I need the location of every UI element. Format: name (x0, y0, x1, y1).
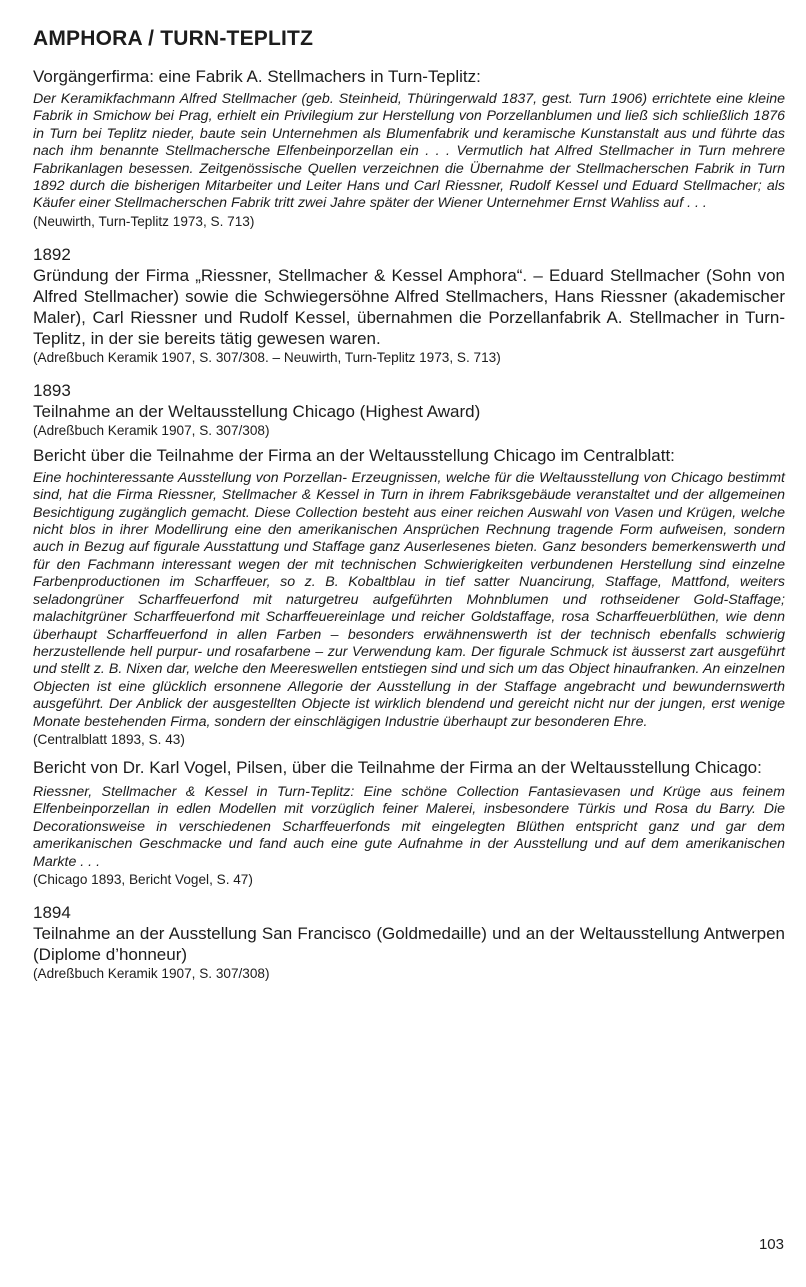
report-vogel-source: (Chicago 1893, Bericht Vogel, S. 47) (33, 871, 253, 887)
intro-source: (Neuwirth, Turn-Teplitz 1973, S. 713) (33, 213, 255, 229)
entry-1892 (33, 244, 785, 366)
page-content (33, 26, 785, 996)
entry-1893 (33, 380, 785, 888)
entry-text: Gründung der Firma „Riessner, Stellmacher & Kessel Amphora“. – Eduard Stellmacher (Sohn von Alfred Stellmacher) sowie die Schwiegersöhne Alfred Stellmachers, Hans Riessner (akademischer Maler), Carl Riessner und Rudolf Kessel, übernahmen die Porzellanfabrik A. Stellmacher in Turn-Teplitz, in der sie bereits tätig gewesen waren. (33, 265, 785, 348)
report-centralblatt-quote: Eine hochinteressante Ausstellung von Porzellan- Erzeugnissen, welche für die Weltausstellung von Chicago bestimmt sind, hat die Firma Riessner, Stellmacher & Kessel in Turn in ihrem Fabriksgebäude veranstaltet und der allgemeinen Besichtigung zugänglich gemacht. Diese Collection besteht aus einer reichen Auswahl von Vasen und Krügen, welche nicht blos in ihrer Modellirung eine den amerikanischen Ansprüchen Rechnung tragende Form aufweisen, sondern auch in Bezug auf figurale Ausstattung und Staffage ganz Auserlesenes bieten. Ganz besonders bemerkenswerth und für den Fachmann interessant wegen der mit technischen Schwierigkeiten verbundenen Herstellung sind einzelne Farbenproductionen im Scharffeuer, so z. B. Kobaltblau in tief satter Nuancirung, Staffage, Mattfond, weiters seladongrüner Scharffeuerfond mit naturgetreu aufgeführten Mohnblumen und rothseidener Gold-Staffage; malachitgrüner Scharffeuerfond mit Scharffeuereinlage und reicher Goldstaffage, rosa Scharffeuerblüthen, wie denn überhaupt Scharffeuerfond in allen Farben – besonders erwähnenswerth ist der technisch ebenfalls schwierig herzustellende hell purpur- und rosafarbene – zur Verwendung kam. Der figurale Schmuck ist äusserst zart ausgeführt und stellt z. B. Nixen dar, welche den Meereswellen entstiegen sind und sich um das Object hinaufranken. An einzelnen Objecten ist eine glücklich ersonnene Allegorie der Ausstellung in der Staffage angebracht und bewundernswerth ausgeführt. Der Anblick der ausgestellten Objecte ist wirklich blendend und gereicht nicht nur der jungen, erst wenige Monate bestehenden Firma, sondern der einschlägigen Industrie überhaupt zur besonderen Ehre. (33, 469, 785, 730)
report-centralblatt-source: (Centralblatt 1893, S. 43) (33, 731, 185, 747)
report-centralblatt-lead: Bericht über die Teilnahme der Firma an der Weltausstellung Chicago im Centralblatt: (33, 445, 675, 465)
page-title: AMPHORA / TURN-TEPLITZ (33, 27, 314, 50)
entry-text: Teilnahme an der Weltausstellung Chicago (Highest Award) (33, 401, 481, 421)
intro-section (33, 66, 785, 230)
entry-text: Teilnahme an der Ausstellung San Francisco (Goldmedaille) und an der Weltausstellung Antwerpen (Diplome d’honneur) (33, 923, 785, 964)
report-vogel-quote: Riessner, Stellmacher & Kessel in Turn-Teplitz: Eine schöne Collection Fantasievasen und Krüge aus feinem Elfenbeinporzellan in edlen Modellen mit vorzüglich feiner Malerei, insbesondere Türkis und Rosa du Barry. Die Decorationsweise in verschiedenen Scharffeuerfonds mit eingelegten Blüthen entspricht ganz und gar dem amerikanischen Geschmacke und fand auch eine gute Aufnahme in der Ausstellung und auf dem amerikanischen Markte . . . (33, 783, 785, 870)
page-number: 103 (758, 1236, 784, 1253)
entry-1894 (33, 902, 785, 982)
year-heading: 1894 (33, 902, 71, 922)
entry-source: (Adreßbuch Keramik 1907, S. 307/308) (33, 965, 270, 981)
entry-source: (Adreßbuch Keramik 1907, S. 307/308) (33, 422, 270, 438)
entry-source: (Adreßbuch Keramik 1907, S. 307/308. – Neuwirth, Turn-Teplitz 1973, S. 713) (33, 349, 501, 365)
year-heading: 1892 (33, 244, 71, 264)
intro-lead: Vorgängerfirma: eine Fabrik A. Stellmachers in Turn-Teplitz: (33, 67, 481, 86)
intro-quote: Der Keramikfachmann Alfred Stellmacher (geb. Steinheid, Thüringerwald 1837, gest. Turn 1906) errichtete eine kleine Fabrik in Smichow bei Prag, erhielt ein Privilegium zur Herstellung von Porzellanblumen und ließ sich schließlich 1876 in Turn bei Teplitz nieder, baute sein Unternehmen als Blumenfabrik und keramische Kunstanstalt aus und führte das nach ihm benannte Stellmachersche Elfenbeinporzellan ein . . . Vermutlich hat Alfred Stellmacher in Turn mehrere Fabrikanlagen besessen. Zeitgenössische Quellen verzeichnen die Übernahme der Stellmacherschen Fabrik in Turn 1892 durch die bisherigen Mitarbeiter und Leiter Hans und Carl Riessner, Rudolf Kessel und Eduard Stellmacher; als Käufer einer Stellmacherschen Fabrik tritt zwei Jahre später der Wiener Unternehmer Ernst Wahliss auf . . . (33, 91, 785, 212)
year-heading: 1893 (33, 380, 71, 400)
report-vogel-lead: Bericht von Dr. Karl Vogel, Pilsen, über die Teilnahme der Firma an der Weltausstellung Chicago: (33, 757, 762, 777)
